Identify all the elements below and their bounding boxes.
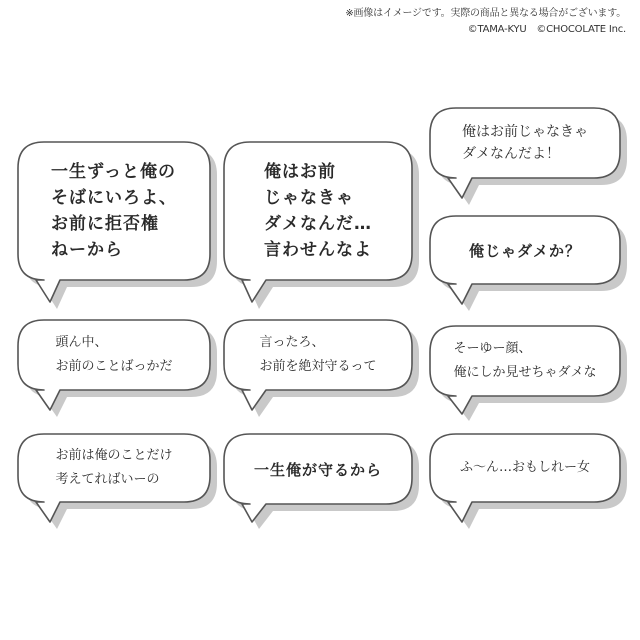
disclaimer-text: ※画像はイメージです。実際の商品と異なる場合がございます。 bbox=[345, 8, 626, 19]
bubble-2-line-4: 言わせんなよ bbox=[264, 240, 372, 260]
bubble-5-line-2: お前のことばっかだ bbox=[55, 359, 173, 374]
bubble-3-line-1: 俺はお前じゃなきゃ bbox=[462, 124, 588, 140]
bubble-2-line-1: 俺はお前 bbox=[264, 162, 336, 182]
bubble-1-line-2: そばにいろよ、 bbox=[51, 188, 177, 208]
bubble-2-line-2: じゃなきゃ bbox=[264, 188, 354, 208]
notice bbox=[345, 6, 626, 38]
bubble-1-line-1: 一生ずっと俺の bbox=[51, 162, 176, 182]
bubble-4-line-1: 俺じゃダメか？ bbox=[468, 241, 581, 260]
bubble-10-line-1: ふ～ん…おもしれー女 bbox=[459, 460, 590, 475]
bubble-9-line-1: 一生俺が守るから bbox=[253, 460, 382, 479]
bubble-6-line-1: 言ったろ、 bbox=[259, 335, 325, 350]
bubble-8-line-2: 考えてればいーの bbox=[55, 472, 160, 487]
bubble-7-line-1: そーゆー顔、 bbox=[453, 341, 532, 356]
bubble-1-line-4: ねーから bbox=[51, 240, 123, 260]
bubble-3-line-2: ダメなんだよ！ bbox=[462, 146, 560, 162]
bubble-6-line-2: お前を絶対守るって bbox=[259, 359, 377, 374]
bubble-2-line-3: ダメなんだ… bbox=[264, 214, 372, 234]
copyright-text: ©TAMA-KYU ©CHOCOLATE Inc. bbox=[467, 24, 626, 35]
bubble-1-line-3: お前に拒否権 bbox=[51, 214, 159, 234]
bubble-7-line-2: 俺にしか見せちゃダメな bbox=[453, 365, 597, 380]
bubble-8-line-1: お前は俺のことだけ bbox=[55, 448, 173, 463]
bubble-5-line-1: 頭ん中、 bbox=[55, 335, 108, 350]
